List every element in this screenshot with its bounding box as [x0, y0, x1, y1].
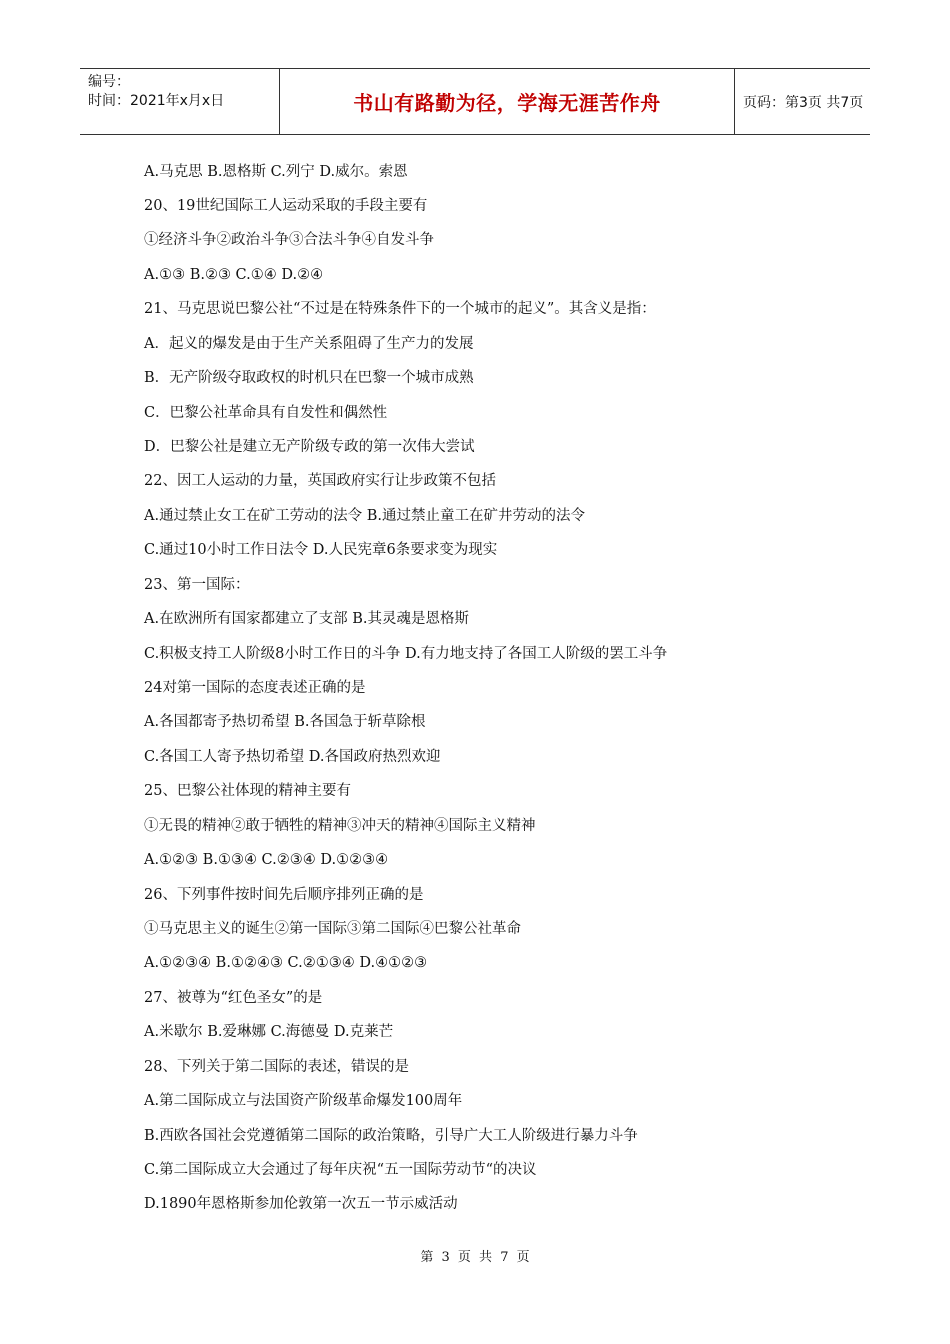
text-line: A.①②③ B.①③④ C.②③④ D.①②③④ — [144, 852, 389, 868]
text-line: D．巴黎公社是建立无产阶级专政的第一次伟大尝试 — [144, 439, 475, 455]
page-code: 页码：第3页 共7页 — [743, 94, 864, 111]
text-line: B.西欧各国社会党遵循第二国际的政治策略，引导广大工人阶级进行暴力斗争 — [144, 1128, 638, 1144]
text-line: A.第二国际成立与法国资产阶级革命爆发100周年 — [144, 1093, 463, 1109]
text-line: ①经济斗争②政治斗争③合法斗争④自发斗争 — [144, 232, 434, 248]
text-line: 22、因工人运动的力量，英国政府实行让步政策不包括 — [144, 473, 496, 489]
text-line: A．起义的爆发是由于生产关系阻碍了生产力的发展 — [144, 336, 474, 352]
text-line: C．巴黎公社革命具有自发性和偶然性 — [144, 405, 388, 421]
time-label: 时间：2021年x月x日 — [88, 93, 225, 109]
header-page-cell — [735, 69, 870, 134]
text-line: A.①③ B.②③ C.①④ D.②④ — [144, 267, 324, 283]
text-line: A.通过禁止女工在矿工劳动的法令 B.通过禁止童工在矿井劳动的法令 — [144, 508, 585, 524]
text-line: A.在欧洲所有国家都建立了支部 B.其灵魂是恩格斯 — [144, 611, 469, 627]
text-line: 27、被尊为“红色圣女”的是 — [144, 990, 323, 1006]
text-line: A.米歇尔 B.爱琳娜 C.海德曼 D.克莱芒 — [144, 1024, 394, 1040]
text-line: A.马克思 B.恩格斯 C.列宁 D.威尔。索恩 — [144, 164, 408, 180]
text-line: 21、马克思说巴黎公社“不过是在特殊条件下的一个城市的起义”。其含义是指： — [144, 301, 656, 317]
header-left-cell — [80, 69, 280, 134]
text-line: C.积极支持工人阶级8小时工作日的斗争 D.有力地支持了各国工人阶级的罢工斗争 — [144, 646, 668, 662]
text-line: C.各国工人寄予热切希望 D.各国政府热烈欢迎 — [144, 749, 441, 765]
text-line: ①无畏的精神②敢于牺牲的精神③冲天的精神④国际主义精神 — [144, 818, 536, 834]
text-line: C.通过10小时工作日法令 D.人民宪章6条要求变为现实 — [144, 542, 498, 558]
serial-label: 编号： — [88, 74, 130, 90]
text-line: 26、下列事件按时间先后顺序排列正确的是 — [144, 887, 424, 903]
document-header — [80, 68, 870, 135]
text-line: ①马克思主义的诞生②第一国际③第二国际④巴黎公社革命 — [144, 921, 521, 937]
text-line: A.①②③④ B.①②④③ C.②①③④ D.④①②③ — [144, 955, 428, 971]
text-line: C.第二国际成立大会通过了每年庆祝“五一国际劳动节“的决议 — [144, 1162, 537, 1178]
text-line: 25、巴黎公社体现的精神主要有 — [144, 783, 351, 799]
text-line: 24对第一国际的态度表述正确的是 — [144, 680, 366, 696]
text-line: 23、第一国际： — [144, 577, 250, 593]
text-line: 20、19世纪国际工人运动采取的手段主要有 — [144, 198, 428, 214]
text-line: B．无产阶级夺取政权的时机只在巴黎一个城市成熟 — [144, 370, 474, 386]
text-line: D.1890年恩格斯参加伦敦第一次五一节示威活动 — [144, 1196, 458, 1212]
text-line: 28、下列关于第二国际的表述，错误的是 — [144, 1059, 409, 1075]
motto: 书山有路勤为径，学海无涯苦作舟 — [353, 91, 661, 115]
header-motto-cell — [280, 69, 735, 134]
text-line: A.各国都寄予热切希望 B.各国急于斩草除根 — [144, 714, 426, 730]
page-footer: 第 3 页 共 7 页 — [420, 1250, 530, 1265]
